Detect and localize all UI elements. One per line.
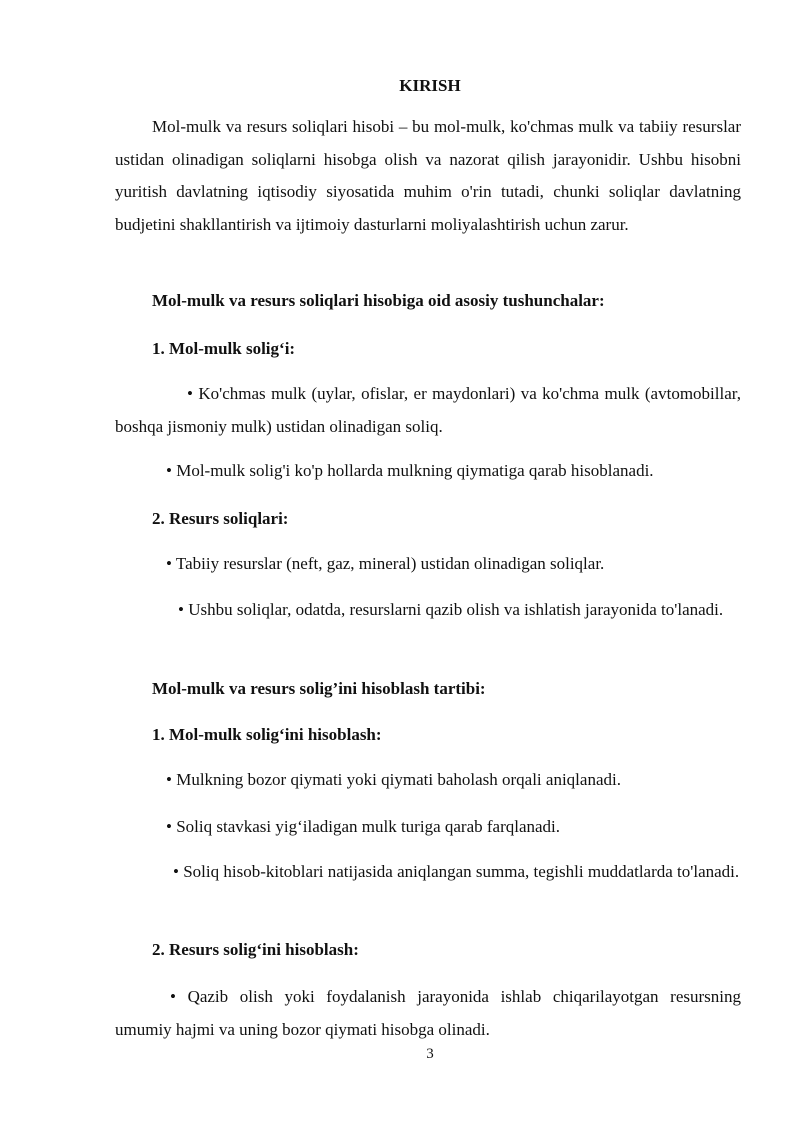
- resource-calc-bullet-1: • Qazib olish yoki foydalanish jarayonida ishlab chiqarilayotgan resursning umumiy hajmi va uning bozor qiymati hisobga olinadi.: [115, 987, 741, 1039]
- intro-paragraph: Mol-mulk va resurs soliqlari hisobi – bu mol-mulk, ko'chmas mulk va tabiiy resurslar ustidan olinadigan soliqlarni hisobga olish va nazorat qilish jarayonidir. Ushbu hisobni yuritish davlatning iqtisodiy siyosatida muhim o'rin tutadi, chunki soliqlar davlatning budjetini shakllantirish va ijtimoiy dasturlarni moliyalashtirish uchun zarur.: [115, 117, 741, 234]
- resource-tax-bullet-1: • Tabiiy resurslar (neft, gaz, mineral) ustidan olinadigan soliqlar.: [166, 554, 605, 573]
- resource-tax-bullet-2: • Ushbu soliqlar, odatda, resurslarni qazib olish va ishlatish jarayonida to'lanadi.: [178, 600, 724, 619]
- subheading-resource-tax-calculation: 2. Resurs solig‘ini hisoblash:: [152, 940, 359, 959]
- subheading-property-tax-calculation: 1. Mol-mulk solig‘ini hisoblash:: [152, 725, 382, 744]
- property-tax-bullet-2: • Mol-mulk solig'i ko'p hollarda mulkning qiymatiga qarab hisoblanadi.: [166, 461, 654, 480]
- property-calc-bullet-3: • Soliq hisob-kitoblari natijasida aniqlangan summa, tegishli muddatlarda to'lanadi.: [173, 862, 740, 881]
- property-tax-bullet-1: • Ko'chmas mulk (uylar, ofislar, er maydonlari) va ko'chma mulk (avtomobillar, boshqa jismoniy mulk) ustidan olinadigan soliq.: [115, 384, 741, 436]
- page-title: KIRISH: [399, 76, 461, 95]
- property-calc-bullet-1: • Mulkning bozor qiymati yoki qiymati baholash orqali aniqlanadi.: [166, 770, 621, 789]
- subheading-property-tax: 1. Mol-mulk solig‘i:: [152, 339, 296, 358]
- page-number: 3: [426, 1046, 434, 1062]
- property-calc-bullet-2: • Soliq stavkasi yig‘iladigan mulk turiga qarab farqlanadi.: [166, 817, 561, 836]
- section-heading-concepts: Mol-mulk va resurs soliqlari hisobiga oid asosiy tushunchalar:: [152, 291, 605, 310]
- section-heading-calculation: Mol-mulk va resurs solig’ini hisoblash tartibi:: [152, 679, 486, 698]
- subheading-resource-taxes: 2. Resurs soliqlari:: [152, 509, 289, 528]
